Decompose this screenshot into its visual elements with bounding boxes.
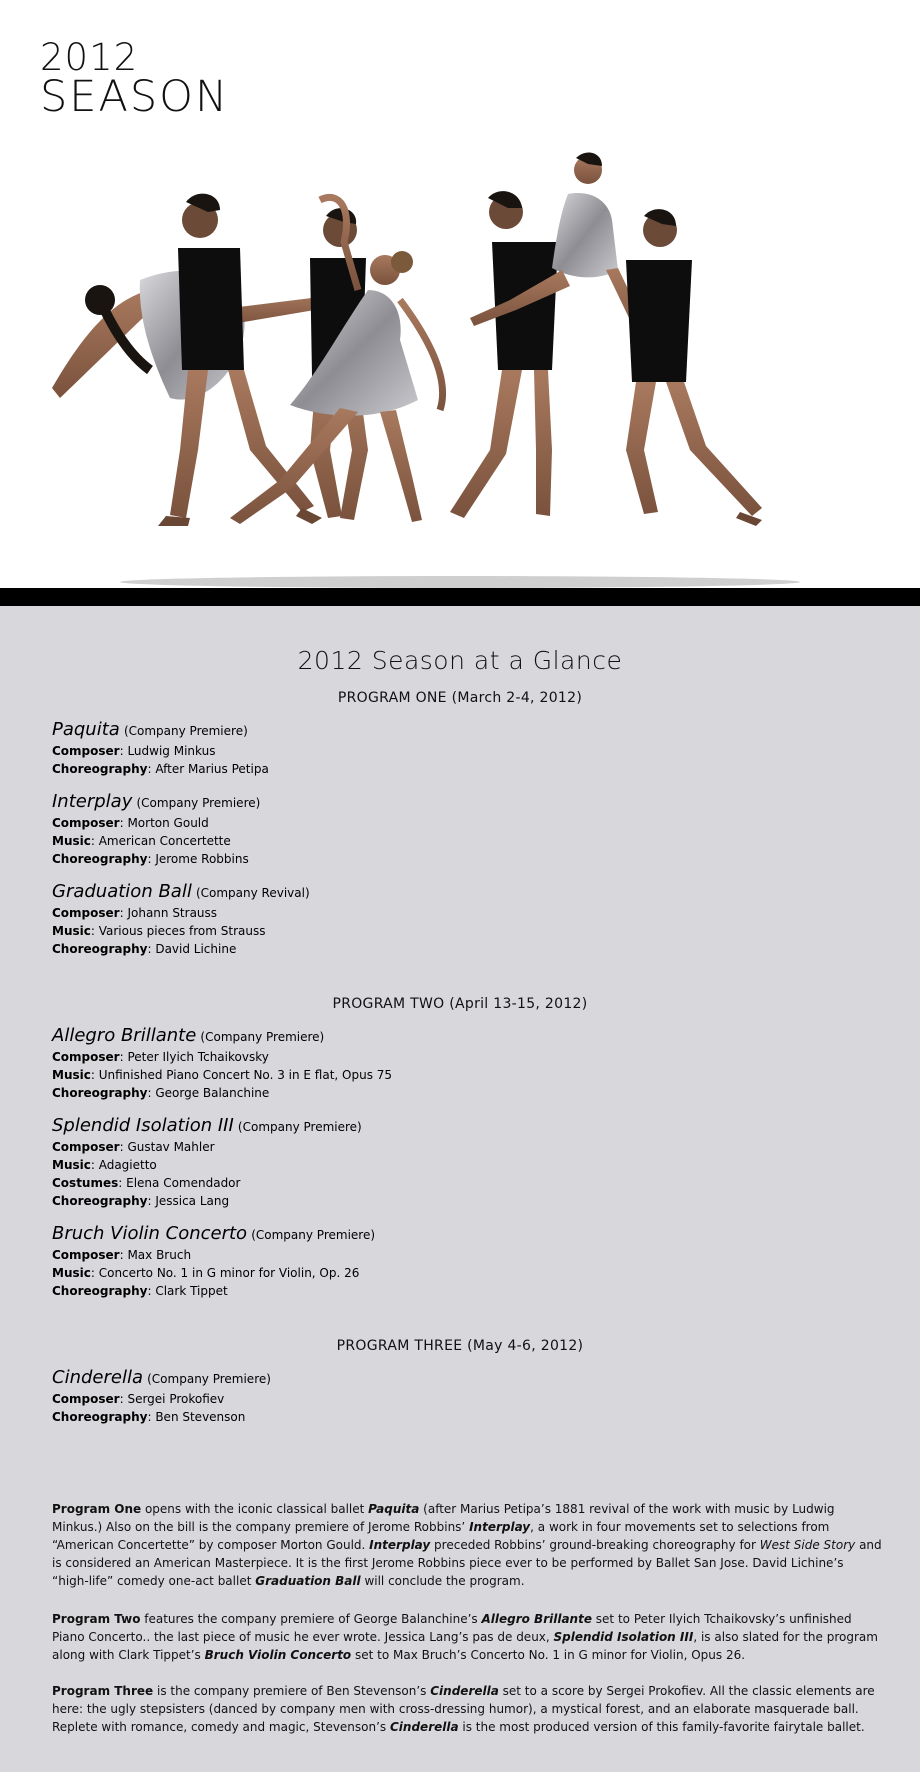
text-segment: Allegro Brillante [481,1612,592,1626]
work-graduation-ball [52,882,872,958]
credit-line: Choreography: Jessica Lang [52,1194,230,1208]
work-name: Allegro Brillante [52,1025,197,1046]
work-name: Graduation Ball [52,881,192,902]
program-two-heading: PROGRAM TWO (April 13-15, 2012) [332,996,588,1012]
text-segment: Cinderella [430,1684,499,1698]
program-one-heading: PROGRAM ONE (March 2-4, 2012) [337,690,583,706]
credit-line: Costumes: Elena Comendador [52,1176,241,1190]
credit-line: Composer: Ludwig Minkus [52,744,216,758]
text-segment: Splendid Isolation III [553,1630,694,1644]
program-two-description [52,1610,882,1664]
credit-line: Music: Adagietto [52,1158,157,1172]
text-segment: opens with the iconic classical ballet [141,1502,369,1516]
work-status: (Company Premiere) [123,724,248,738]
work-title [52,1368,872,1390]
credit-line: Composer: Johann Strauss [52,906,218,920]
credit-line: Choreography: Clark Tippet [52,1284,228,1298]
credit-line: Choreography: David Lichine [52,942,237,956]
work-status: (Company Premiere) [237,1120,362,1134]
text-segment: preceded Robbins’ ground-breaking choreography for [430,1538,760,1552]
text-segment: and is considered an American Masterpiece. It is the first Jerome Robbins piece ever to be performed by Ballet San Jose. David Lichine’s “high-life” comedy one-act ballet [52,1538,882,1588]
work-status: (Company Premiere) [147,1372,271,1386]
work-status: (Company Premiere) [136,796,261,810]
work-title [52,1026,872,1048]
text-segment: Interplay [369,1538,431,1552]
credit-line: Choreography: George Balanchine [52,1086,270,1100]
program-three-description [52,1682,882,1736]
work-name: Splendid Isolation III [52,1115,234,1136]
work-name: Interplay [52,791,133,812]
credit-line: Choreography: Ben Stevenson [52,1410,246,1424]
season-word: SEASON [40,72,230,123]
credit-line: Music: Concerto No. 1 in G minor for Violin, Op. 26 [52,1266,360,1280]
text-segment: Program Two [52,1612,141,1626]
text-segment: Bruch Violin Concerto [204,1648,352,1662]
credit-line: Composer: Sergei Prokofiev [52,1392,225,1406]
header-section [0,0,920,588]
credit-line: Music: Various pieces from Strauss [52,924,266,938]
work-title [52,792,872,814]
work-title [52,882,872,904]
work-status: (Company Revival) [195,886,310,900]
text-segment: is the company premiere of Ben Stevenson’s [153,1684,431,1698]
text-segment: West Side Story [759,1538,856,1552]
credit-line: Music: American Concertette [52,834,231,848]
work-title [52,1224,872,1246]
text-segment: features the company premiere of George Balanchine’s [140,1612,482,1626]
work-name: Paquita [52,719,120,740]
season-year: 2012 [40,36,139,79]
text-segment: set to Max Bruch’s Concerto No. 1 in G minor for Violin, Opus 26. [351,1648,746,1662]
work-splendid-isolation [52,1116,872,1210]
text-segment: (after Marius Petipa’s 1881 revival of the work with music by Ludwig Minkus.) Also on the bill is the company premiere of Jerome Robbins’ [52,1502,835,1534]
text-segment: set to Peter Ilyich Tchaikovsky’s unfinished Piano Concerto.. the last piece of music he ever wrote. Jessica Lang’s pas de deux, [52,1612,852,1644]
text-segment: Interplay [469,1520,531,1534]
text-segment: Paquita [368,1502,420,1516]
dancer-male-right-b [626,209,762,526]
stage-floor-bar [0,588,920,606]
program-one-description [52,1500,882,1590]
work-status: (Company Premiere) [251,1228,376,1242]
work-title [52,1116,872,1138]
credit-line: Music: Unfinished Piano Concert No. 3 in E flat, Opus 75 [52,1068,393,1082]
work-paquita [52,720,872,778]
glance-title: 2012 Season at a Glance [297,646,623,675]
credit-line: Choreography: Jerome Robbins [52,852,249,866]
dancer-male-right-a [450,191,558,518]
work-title [52,720,872,742]
text-segment: Program One [52,1502,142,1516]
text-segment: set to a score by Sergei Prokofiev. All the classic elements are here: the ugly stepsisters (danced by company men with cross-dressing humor), a mystical forest, and an elaborate masquerade ball. Replete with romance, comedy and magic, Stevenson’s [52,1684,875,1734]
text-segment: will conclude the program. [360,1574,525,1588]
text-segment: Cinderella [390,1720,459,1734]
work-interplay [52,792,872,868]
text-segment: , is also slated for the program along with Clark Tippet’s [52,1630,878,1662]
work-name: Cinderella [52,1367,143,1388]
ballet-dancers-photo [40,150,860,588]
text-segment: , a work in four movements set to selections from “American Concertette” by composer Morton Gould. [52,1520,830,1552]
credit-line: Composer: Max Bruch [52,1248,192,1262]
program-three-heading: PROGRAM THREE (May 4-6, 2012) [336,1338,584,1354]
text-segment: Program Three [52,1684,154,1698]
work-allegro-brillante [52,1026,872,1102]
work-status: (Company Premiere) [200,1030,325,1044]
season-title [40,36,230,123]
work-name: Bruch Violin Concerto [52,1223,248,1244]
work-cinderella [52,1368,872,1426]
text-segment: Graduation Ball [255,1574,361,1588]
credit-line: Composer: Morton Gould [52,816,209,830]
text-segment: is the most produced version of this family-favorite fairytale ballet. [458,1720,865,1734]
credit-line: Composer: Gustav Mahler [52,1140,215,1154]
work-bruch-violin-concerto [52,1224,872,1300]
credit-line: Choreography: After Marius Petipa [52,762,269,776]
credit-line: Composer: Peter Ilyich Tchaikovsky [52,1050,269,1064]
